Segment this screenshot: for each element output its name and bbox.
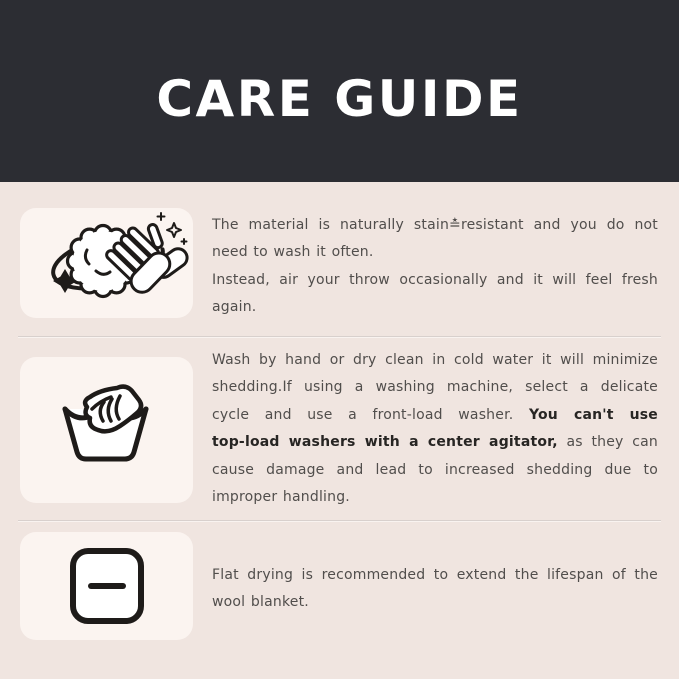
text-line: cause damage and lead to increased shedding due to xyxy=(212,461,658,478)
text-line: Instead, air your throw occasionally and it will feel fresh xyxy=(212,271,658,288)
header-banner xyxy=(0,0,679,182)
section-divider xyxy=(18,520,661,522)
icon-card-flat-dry xyxy=(20,532,193,640)
section-divider xyxy=(18,336,661,338)
text-line: Flat drying is recommended to extend the lifespan of the xyxy=(212,567,658,583)
section-text-hand-wash xyxy=(212,347,658,511)
text-line: The material is naturally stain≛resistant and you do not xyxy=(212,217,658,233)
flat-dry-icon xyxy=(20,532,193,640)
text-line: again. xyxy=(212,299,257,316)
text-line: wool blanket. xyxy=(212,594,309,611)
page-title: CARE GUIDE xyxy=(156,70,523,128)
text-line: cycle and use a front-load washer. You can't use xyxy=(212,406,658,423)
icon-card-stain-resistant xyxy=(20,208,193,318)
section-text-flat-dry xyxy=(212,562,658,617)
stain-resistant-icon xyxy=(20,208,193,318)
text-line: top-load washers with a center agitator, as they can xyxy=(212,434,658,451)
hand-wash-icon xyxy=(20,357,193,503)
text-line: Wash by hand or dry clean in cold water it will minimize xyxy=(212,352,658,368)
text-line: need to wash it often. xyxy=(212,244,374,261)
text-line: improper handling. xyxy=(212,489,350,506)
icon-card-hand-wash xyxy=(20,357,193,503)
section-text-stain-resistant xyxy=(212,212,658,322)
text-line: shedding.If using a washing machine, select a delicate xyxy=(212,379,658,396)
